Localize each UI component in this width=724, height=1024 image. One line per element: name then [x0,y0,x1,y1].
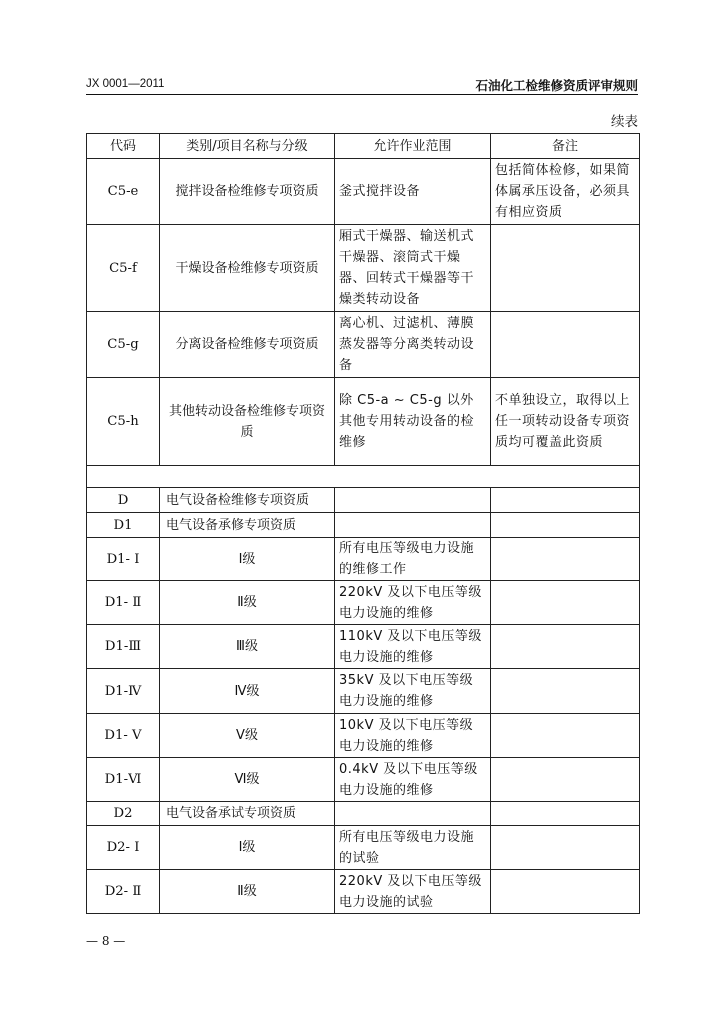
cell-note [491,513,640,538]
cell-note [491,802,640,826]
table-spacer-row [87,466,640,488]
cell-code: D1-Ⅳ [87,669,160,714]
cell-code: D2- Ⅱ [87,870,160,914]
table-row [87,581,640,625]
table-row [87,378,640,466]
cell-scope: 厢式干燥器、输送机式干燥器、滚筒式干燥器、回转式干燥器等干燥类转动设备 [335,225,491,312]
table-row [87,669,640,714]
cell-code: D1- Ⅴ [87,714,160,758]
cell-name: Ⅱ级 [160,870,335,914]
cell-name: 分离设备检维修专项资质 [160,312,335,378]
cell-note: 包括简体检修，如果简体属承压设备，必须具有相应资质 [491,159,640,225]
cell-code: D [87,488,160,513]
cell-note [491,669,640,714]
header-rule [86,94,638,95]
cell-note [491,312,640,378]
page-header [86,74,638,96]
cell-note [491,758,640,802]
header-name: 类别/项目名称与分级 [160,134,335,159]
cell-scope: 釜式搅拌设备 [335,159,491,225]
cell-name: 其他转动设备检维修专项资质 [160,378,335,466]
cell-name: 搅拌设备检维修专项资质 [160,159,335,225]
cell-note [491,581,640,625]
table-row [87,802,640,826]
page-number: — 8 — [86,934,126,948]
cell-name: Ⅰ级 [160,538,335,581]
table-row [87,513,640,538]
cell-name: 干燥设备检维修专项资质 [160,225,335,312]
cell-scope [335,802,491,826]
cell-code: C5-g [87,312,160,378]
cell-name: Ⅳ级 [160,669,335,714]
cell-name: 电气设备承试专项资质 [160,802,335,826]
document-code: JX 0001—2011 [86,78,165,90]
cell-scope: 10kV 及以下电压等级电力设施的维修 [335,714,491,758]
cell-code: D2- Ⅰ [87,826,160,870]
cell-code: D1 [87,513,160,538]
cell-note [491,488,640,513]
cell-note [491,826,640,870]
cell-scope: 35kV 及以下电压等级电力设施的维修 [335,669,491,714]
cell-name: 电气设备承修专项资质 [160,513,335,538]
cell-code: C5-f [87,225,160,312]
cell-scope [335,513,491,538]
table-header-row [87,134,640,159]
cell-code: D1- Ⅱ [87,581,160,625]
cell-code: C5-e [87,159,160,225]
table-row [87,312,640,378]
cell-scope: 110kV 及以下电压等级电力设施的维修 [335,625,491,669]
table-row [87,758,640,802]
cell-note [491,870,640,914]
cell-code: D2 [87,802,160,826]
document-title: 石油化工检维修资质评审规则 [475,78,638,93]
table-row [87,159,640,225]
cell-note [491,625,640,669]
cell-spacer [87,466,640,488]
cell-scope: 220kV 及以下电压等级电力设施的试验 [335,870,491,914]
header-note: 备注 [491,134,640,159]
table-row [87,538,640,581]
cell-name: Ⅱ级 [160,581,335,625]
cell-name: Ⅰ级 [160,826,335,870]
cell-scope: 所有电压等级电力设施的维修工作 [335,538,491,581]
cell-note: 不单独设立，取得以上任一项转动设备专项资质均可覆盖此资质 [491,378,640,466]
table-row [87,714,640,758]
cell-code: D1- Ⅰ [87,538,160,581]
cell-name: 电气设备检维修专项资质 [160,488,335,513]
header-code: 代码 [87,134,160,159]
cell-code: C5-h [87,378,160,466]
cell-scope: 除 C5-a ~ C5-g 以外其他专用转动设备的检维修 [335,378,491,466]
qualification-table [86,133,640,914]
cell-code: D1-Ⅵ [87,758,160,802]
cell-note [491,225,640,312]
cell-name: Ⅲ级 [160,625,335,669]
cell-scope [335,488,491,513]
cell-scope: 离心机、过滤机、薄膜蒸发器等分离类转动设备 [335,312,491,378]
continued-label: 续表 [611,114,638,130]
cell-scope: 0.4kV 及以下电压等级电力设施的维修 [335,758,491,802]
table-row [87,870,640,914]
table-row [87,826,640,870]
header-scope: 允许作业范围 [335,134,491,159]
table-row [87,488,640,513]
cell-name: Ⅵ级 [160,758,335,802]
cell-scope: 220kV 及以下电压等级电力设施的维修 [335,581,491,625]
cell-name: Ⅴ级 [160,714,335,758]
cell-scope: 所有电压等级电力设施的试验 [335,826,491,870]
table-row [87,225,640,312]
table-row [87,625,640,669]
cell-note [491,714,640,758]
cell-note [491,538,640,581]
cell-code: D1-Ⅲ [87,625,160,669]
